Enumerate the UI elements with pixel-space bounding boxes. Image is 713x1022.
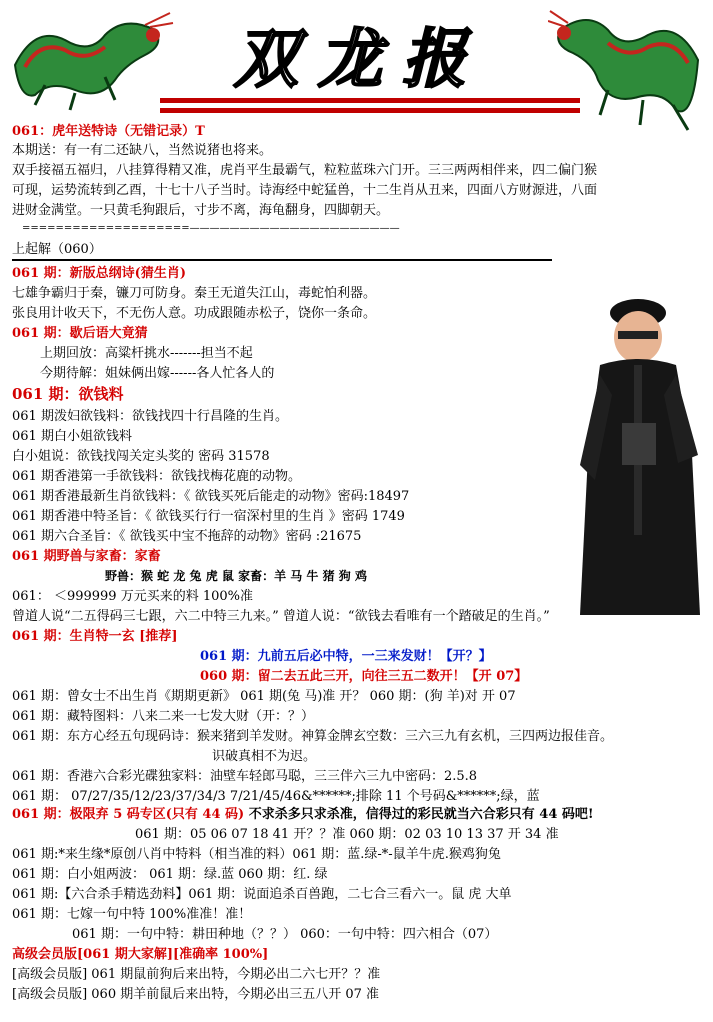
money-line-6: 061 期香港中特圣旨：《 欲钱买行行一宿深村里的生肖 》密码 1749	[12, 509, 405, 524]
left-dragon-image	[5, 5, 175, 115]
heading-zodiac-pick: 061 期：生肖特一玄 [推荐]	[12, 629, 178, 644]
poem-line-3: 进财金满堂。一只黄毛狗跟后，寸步不离，海龟翻身，四脚朝天。	[12, 203, 390, 218]
line-east-heart: 061 期：东方心经五句现码诗：猴来猪到羊发财。神算金牌玄空数：三六三九有玄机，三四两边报佳音。	[12, 729, 613, 744]
line-numbers: 061 期： 07/27/35/12/23/37/34/3 7/21/45/46&******;排除 11 个号码&******;绿，蓝	[12, 789, 540, 804]
line-white-lady-waves: 061 期：白小姐两波： 061 期：绿.蓝 060 期：红. 绿	[12, 867, 328, 882]
riddle-last: 上期回放：高粱杆挑水-------担当不起	[40, 346, 253, 361]
line-tiger-poem-title	[12, 123, 205, 140]
line-upper-solution: 上起解（060）	[12, 242, 102, 257]
limit-title: 061 期：极限弃 5 码专区(只有 44 码)	[12, 807, 245, 822]
money-line-5: 061 期香港最新生肖欲钱料：《 欲钱买死后能走的动物》密码:18497	[12, 489, 410, 504]
right-dragon-image	[548, 5, 708, 135]
heading-money-riddle: 061 期：欲钱料	[12, 385, 124, 403]
heading-beasts: 061 期野兽与家畜：家畜	[12, 549, 161, 564]
money-line-4: 061 期香港第一手欲钱料：欲钱找梅花鹿的动物。	[12, 469, 301, 484]
line-one-sentence: 061 期：一句中特：耕田种地（？？） 060：一句中特：四六相合（07）	[72, 927, 498, 942]
line-limit-results: 061 期：05 06 07 18 41 开？？准 060 期：02 03 10 13 37 开 34 准	[135, 827, 559, 842]
line-hidden-chart: 061 期：藏特图料：八来二来一七发大财（开：？）	[12, 709, 314, 724]
heading-vip: 高级会员版[061 期大家解][准确率 100%]	[12, 947, 269, 962]
line-seven-wed: 061 期：七嫁一句中特 100%准准！准！	[12, 907, 252, 922]
separator-text: ====================—————————————————————	[22, 223, 400, 234]
red-bar-bottom	[160, 108, 580, 113]
masthead-title: 双龙报	[234, 22, 486, 97]
line-this-issue: 本期送：有一有二还缺八，当然说猪也将来。	[12, 143, 273, 158]
money-line-1: 061 期泼妇欲钱料：欲钱找四十行昌隆的生肖。	[12, 409, 288, 424]
line-killer: 061 期:【六合杀手精选劲料】061 期：说面追杀百兽跑，二七合三看六一。鼠 虎 大单	[12, 887, 512, 902]
masthead	[180, 20, 540, 105]
line-vip-061: [高级会员版] 061 期鼠前狗后来出特，今期必出二六七开？？准	[12, 967, 381, 982]
line-nine-five: 061 期：九前五后必中特，一三来发财！【开？】	[200, 649, 492, 664]
line-keep-two	[200, 668, 527, 685]
poem-line-1: 双手接福五福归，八挂算得精又准，虎肖平生最霸气，粒粒蓝珠六门开。三三两两相伴来，四二偏门猴	[12, 163, 598, 178]
money-line-2: 061 期白小姐欲钱料	[12, 429, 132, 444]
money-line-7: 061 期六合圣旨：《 欲钱买中宝不拖辞的动物》密码 :21675	[12, 529, 362, 544]
tiger-issue: 061：	[12, 124, 53, 139]
line-daoren: 曾道人说“二五得码三七跟，六二中特三九来。” 曾道人说：“欲钱去看唯有一个踏破足的生肖。”	[12, 609, 550, 624]
general-poem-line-2: 张良用计收天下，不无伤人意。功成跟随赤松子，饶你一条命。	[12, 306, 377, 321]
heading-riddle: 061 期：歇后语大竟猜	[12, 326, 148, 341]
tiger-title: 虎年送特诗（无错记录）T	[52, 124, 205, 139]
keep-two-text: 060 期：留二去五此三开，向往三五二数开！	[200, 669, 466, 684]
limit-text: 不求杀多只求杀准，信得过的彩民就当六合彩只有 44 码吧!	[244, 807, 594, 822]
line-vip-060: [高级会员版] 060 期羊前鼠后来出特，今期必出三五八开 07 准	[12, 987, 380, 1002]
poem-line-2: 可现，运势流转到乙酉，十七十八子当时。诗海经中蛇猛兽，十二生肖从丑来，四面八方财源进，八面	[12, 183, 598, 198]
line-zeng: 061 期：曾女士不出生肖《期期更新》 061 期(兔 马)准 开？ 060 期：(狗 羊)对 开 07	[12, 689, 516, 704]
beasts-list: 野兽：猴 蛇 龙 兔 虎 鼠 家畜：羊 马 牛 猪 狗 鸡	[105, 569, 367, 583]
money-line-3: 白小姐说：欲钱找闯关定头奖的 密码 31578	[12, 449, 270, 464]
riddle-current: 今期待解：姐妹俩出嫁------各人忙各人的	[40, 366, 275, 381]
line-hk-disc: 061 期：香港六合彩光碟独家料：油壁车轻郎马聪，三三伴六三九中密码：2.5.8	[12, 769, 478, 784]
person-image	[560, 285, 710, 615]
general-poem-line-1: 七雄争霸归于秦，镰刀可防身。秦王无道失江山，毒蛇怕利器。	[12, 286, 377, 301]
keep-two-open: 【开 07】	[465, 669, 528, 684]
divider	[12, 259, 552, 261]
line-999999: 061： ＜999999 万元买来的料 100%准	[12, 589, 254, 604]
red-bar-top	[160, 98, 580, 103]
heading-general-poem: 061 期：新版总纲诗(猜生肖)	[12, 266, 186, 281]
line-lai-sheng: 061 期:*来生缘*原创八肖中特料（相当准的料）061 期：蓝.绿-*-鼠羊牛虎.猴鸡狗兔	[12, 847, 501, 862]
line-limit	[12, 806, 594, 823]
line-east-heart-2: 识破真相不为迟。	[212, 749, 317, 764]
